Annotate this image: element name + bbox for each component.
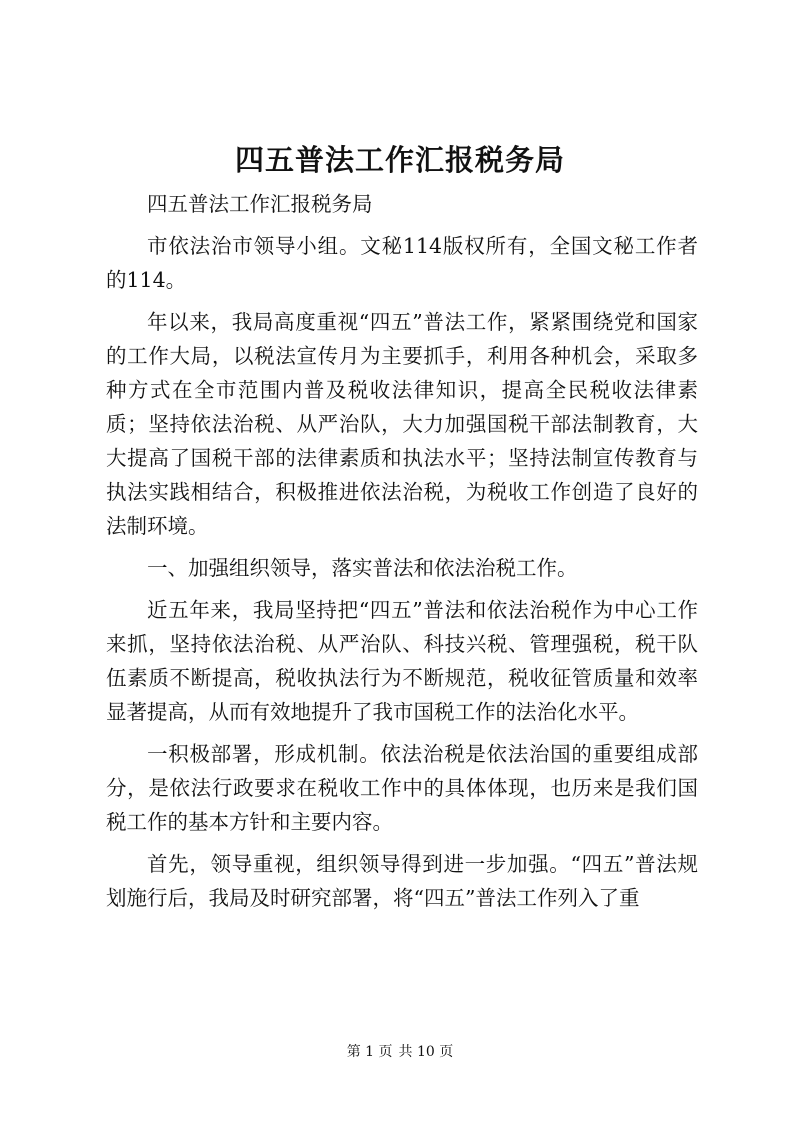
paragraph: 四五普法工作汇报税务局 — [147, 192, 373, 216]
page-total: 共 10 页 — [398, 1044, 454, 1060]
paragraph: 市依法治市领导小组。文秘114版权所有，全国文秘工作者的114。 — [106, 234, 698, 292]
paragraph: 年以来，我局高度重视“四五”普法工作，紧紧围绕党和国家的工作大局，以税法宣传月为主要抓手，利用各种机会，采取多种方式在全市范围内普及税收法律知识，提高全民税收法律素质；坚持依法治税、从严治队，大力加强国税干部法制教育，大大提高了国税干部的法律素质和执法水平；坚持法制宣传教育与执法实践相结合，积极推进依法治税，为税收工作创造了良好的法制环境。 — [106, 310, 698, 538]
paragraph: 一、加强组织领导，落实普法和依法治税工作。 — [147, 556, 578, 580]
document-body — [106, 187, 698, 923]
paragraph: 一积极部署，形成机制。依法治税是依法治国的重要组成部分，是依法行政要求在税收工作中的具体体现，也历来是我们国税工作的基本方针和主要内容。 — [106, 742, 698, 834]
paragraph: 近五年来，我局坚持把“四五”普法和依法治税作为中心工作来抓，坚持依法治税、从严治队、科技兴税、管理强税，税干队伍素质不断提高，税收执法行为不断规范，税收征管质量和效率显著提高，从而有效地提升了我市国税工作的法治化水平。 — [106, 598, 698, 724]
document-title: 四五普法工作汇报税务局 — [234, 143, 565, 177]
page-number: 第 1 页 — [346, 1044, 393, 1060]
paragraph: 首先，领导重视，组织领导得到进一步加强。“四五”普法规划施行后，我局及时研究部署，将“四五”普法工作列入了重 — [106, 852, 698, 910]
page-footer — [0, 1042, 800, 1062]
